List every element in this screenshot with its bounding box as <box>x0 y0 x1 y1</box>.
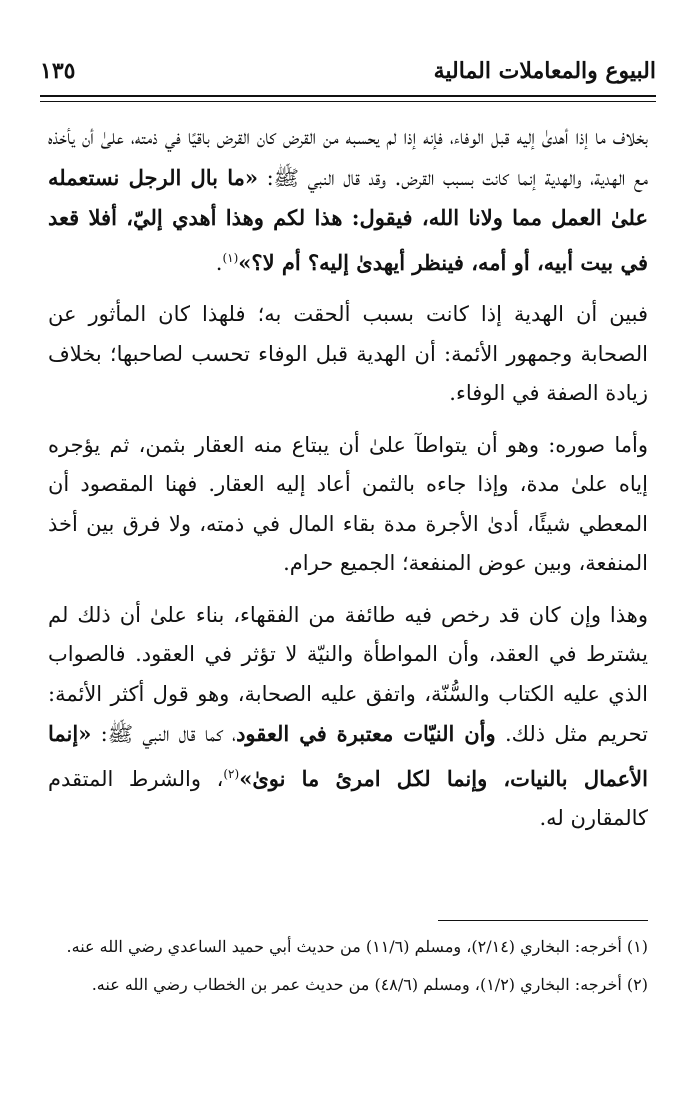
chapter-title: البيوع والمعاملات المالية <box>433 58 656 84</box>
paragraph-1-text: بخلاف ما إذا أهدىٰ إليه قبل الوفاء، فإنه إذا لم يحسبه من القرض كان القرض باقيًا في ذمته، علىٰ أن يأخذه مع الهدية، والهدية إنما كانت بسبب القرض. وقد قال النبي ﷺ: <box>48 125 648 190</box>
hadith-quote-1: «ما بال الرجل نستعمله علىٰ العمل مما ولانا الله، فيقول: هذا لكم وهذا أهدي إليّ، أفلا قعد في بيت أبيه، أو أمه، فينظر أيهدىٰ إليه؟ أم لا؟» <box>48 164 648 275</box>
paragraph-4-end: ، والشرط المتقدم كالمقارن له. <box>48 766 648 830</box>
paragraph-4-mid: ، كما قال النبي ﷺ: <box>91 722 237 746</box>
paragraph-4-text: وهذا وإن كان قد رخص فيه طائفة من الفقهاء، بناء علىٰ أن ذلك لم يشترط في العقد، وأن المواطأة والنيّة لا تؤثر في العقود. فالصواب الذي عليه الكتاب والسُّنّة، واتفق عليه الصحابة، وهو قول أكثر الأئمة: تحريم مثل ذلك. <box>48 602 649 746</box>
paragraph-4-bold: وأن النيّات معتبرة في العقود <box>236 721 496 746</box>
footnote-separator <box>438 920 648 921</box>
hadith-quote-2: «إنما الأعمال بالنيات، وإنما لكل امرئ ما نوىٰ» <box>48 721 648 791</box>
paragraph-3: وأما صوره: وهو أن يتواطآ علىٰ أن يبتاع منه العقار بثمن، ثم يؤجره إياه علىٰ مدة، وإذا جاءه بالثمن أعاد إليه العقار. فهنا المقصود أن المعطي شيئًا، أدىٰ الأجرة مدة بقاء المال في ذمته، ولا فرق بين أخذ المنفعة، وبين عوض المنفعة؛ الجميع حرام. <box>48 432 648 575</box>
running-header <box>40 58 656 94</box>
main-text <box>48 118 648 851</box>
footnote-ref-1[interactable]: (١) <box>222 250 239 265</box>
paragraph-1 <box>48 118 648 283</box>
page-number: ١٣٥ <box>40 58 76 84</box>
footnote-1: (١) أخرجه: البخاري (٢/١٤)، ومسلم (١١/٦) من حديث أبي حميد الساعدي رضي الله عنه. <box>66 937 648 956</box>
footnote-ref-2[interactable]: (٢) <box>223 766 240 781</box>
footnotes <box>48 932 648 1008</box>
paragraph-1-end: . <box>215 250 223 275</box>
paragraph-2: فبين أن الهدية إذا كانت بسبب ألحقت به؛ فلهذا كان المأثور عن الصحابة وجمهور الأئمة: أن الهدية قبل الوفاء تحسب لصاحبها؛ بخلاف زيادة الصفة في الوفاء. <box>48 302 648 405</box>
header-rule <box>40 95 656 102</box>
paragraph-4 <box>48 596 648 839</box>
footnote-2: (٢) أخرجه: البخاري (١/٢)، ومسلم (٤٨/٦) من حديث عمر بن الخطاب رضي الله عنه. <box>91 975 648 994</box>
